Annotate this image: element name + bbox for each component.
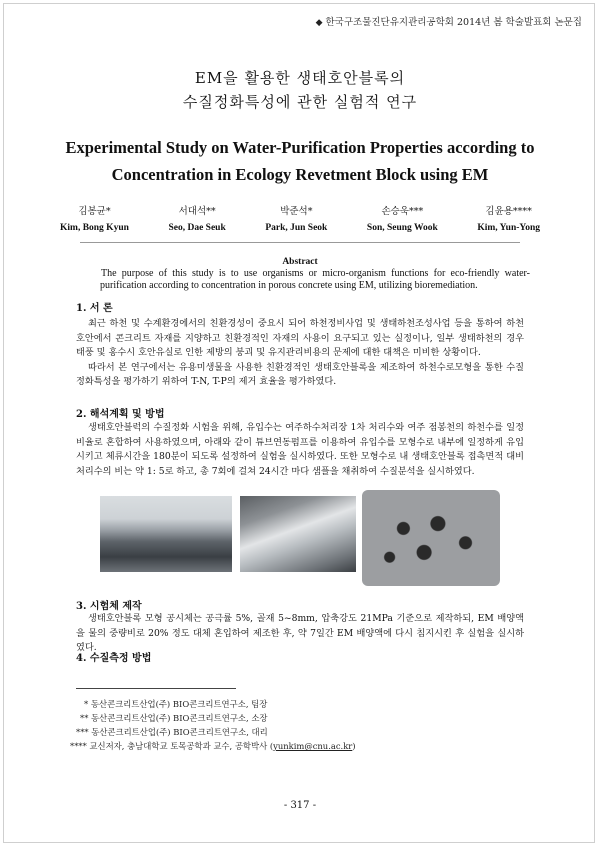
section-3-heading: 3. 시험체 제작 xyxy=(76,601,142,612)
author-name-kr: 서대석** xyxy=(178,206,216,217)
korean-title-line-2: 수질정화특성에 관한 실험적 연구 xyxy=(182,93,418,111)
author-name-kr: 손승욱*** xyxy=(381,206,424,217)
section-1-heading: 1. 서 론 xyxy=(76,303,113,314)
model-channel-photo xyxy=(240,496,356,572)
author xyxy=(367,203,438,233)
author-list xyxy=(60,203,540,233)
section-1-body xyxy=(76,317,524,390)
footnote: ** 동산콘크리트산업(주) BIO콘크리트연구소, 소장 xyxy=(80,713,268,723)
author-name-en: Seo, Dae Seuk xyxy=(168,223,226,233)
footnote: * 동산콘크리트산업(주) BIO콘크리트연구소, 팀장 xyxy=(84,699,268,709)
footnotes xyxy=(70,697,356,753)
abstract-heading: Abstract xyxy=(282,257,318,267)
section-2-body xyxy=(76,421,524,479)
footnote xyxy=(70,739,356,753)
paragraph: 최근 하천 및 수계환경에서의 친환경성이 중요시 되어 하천정비사업 및 생태하천조성사업 등을 통하여 하천 호안에서 콘크리트 자재를 지양하고 친환경적인 자재의 사용이 요구되고 있는 실정이나, 일부 생태하천의 경우 태풍 및 홍수시 호안유실로 인한 제방의 붕괴 및 유지관리비용의 문제에 대한 대책은 미비한 상황이다. xyxy=(76,318,524,358)
author xyxy=(477,203,540,233)
email-link[interactable]: yunkim@cnu.ac.kr xyxy=(273,741,353,751)
english-title-line-1: Experimental Study on Water-Purification Properties according to xyxy=(65,138,535,157)
author-name-en: Kim, Yun-Yong xyxy=(477,223,540,233)
author xyxy=(60,203,129,233)
author-name-kr: 김봉균* xyxy=(78,206,111,217)
page-number: - 317 - xyxy=(283,800,317,811)
paragraph: 생태호안블록 모형 공시체는 공극률 5%, 골재 5~8mm, 압축강도 21MPa 기준으로 제작하되, EM 배양액을 물의 중량비로 20% 정도 대체 혼입하여 제조한 후, 약 7일간 EM 배양액에 다시 침지시킨 후 실험을 실시하였다. xyxy=(76,613,524,653)
korean-title xyxy=(0,66,600,114)
footnote: *** 동산콘크리트산업(주) BIO콘크리트연구소, 대리 xyxy=(76,727,268,737)
author-name-kr: 김윤용**** xyxy=(485,206,532,217)
author-name-en: Son, Seung Wook xyxy=(366,223,438,233)
divider xyxy=(80,242,520,243)
paragraph: 따라서 본 연구에서는 유용미생물을 사용한 친환경적인 생태호안블록을 제조하여 하천수로모형을 통한 수질정화특성을 평가하기 위하여 T-N, T-P의 제거 효율을 평가하였다. xyxy=(76,361,524,387)
footnote-divider xyxy=(76,688,236,689)
english-title-line-2: Concentration in Ecology Revetment Block using EM xyxy=(111,165,489,184)
porous-block-photo xyxy=(362,490,500,586)
author-name-en: Kim, Bong Kyun xyxy=(60,223,129,233)
water-channel-photo xyxy=(100,496,232,572)
author-name-kr: 박준석* xyxy=(280,206,313,217)
korean-title-line-1: EM을 활용한 생태호안블록의 xyxy=(194,69,406,87)
running-header xyxy=(316,14,582,28)
section-2-heading: 2. 해석계획 및 방법 xyxy=(76,409,165,420)
author-name-en: Park, Jun Seok xyxy=(265,223,328,233)
author xyxy=(265,203,327,233)
abstract-text: The purpose of this study is to use organisms or micro-organism functions for eco-friendly water-purification according to concentration in porous concrete using EM, utilizing bioremediation. xyxy=(100,268,530,291)
header-text: 한국구조물진단유지관리공학회 2014년 봄 학술발표회 논문집 xyxy=(325,17,582,28)
diamond-icon: ◆ xyxy=(315,18,323,28)
paragraph: 생태호안블럭의 수질정화 시험을 위해, 유입수는 여주하수처리장 1차 처리수와 여주 점봉천의 하천수를 일정 비율로 혼합하여 사용하였으며, 아래와 같이 튜브연동펌프를 이용하여 유입수를 모형수로 내부에 일정하게 유입시키고 체류시간을 180분이 되도록 설정하여 실험을 실시하였다. 또한 모형수로 내 생태호안블록 접촉면적 대비 처리수의 비는 약 1: 5로 하고, 총 7회에 걸쳐 24시간 마다 샘플을 채취하여 수질분석을 실시하였다. xyxy=(76,422,524,477)
author xyxy=(168,203,225,233)
section-4-heading: 4. 수질측정 방법 xyxy=(76,653,152,664)
footnote-close: ) xyxy=(352,741,356,751)
english-title xyxy=(40,134,560,188)
footnote-text: **** 교신저자, 충남대학교 토목공학과 교수, 공학박사 ( xyxy=(70,741,274,751)
